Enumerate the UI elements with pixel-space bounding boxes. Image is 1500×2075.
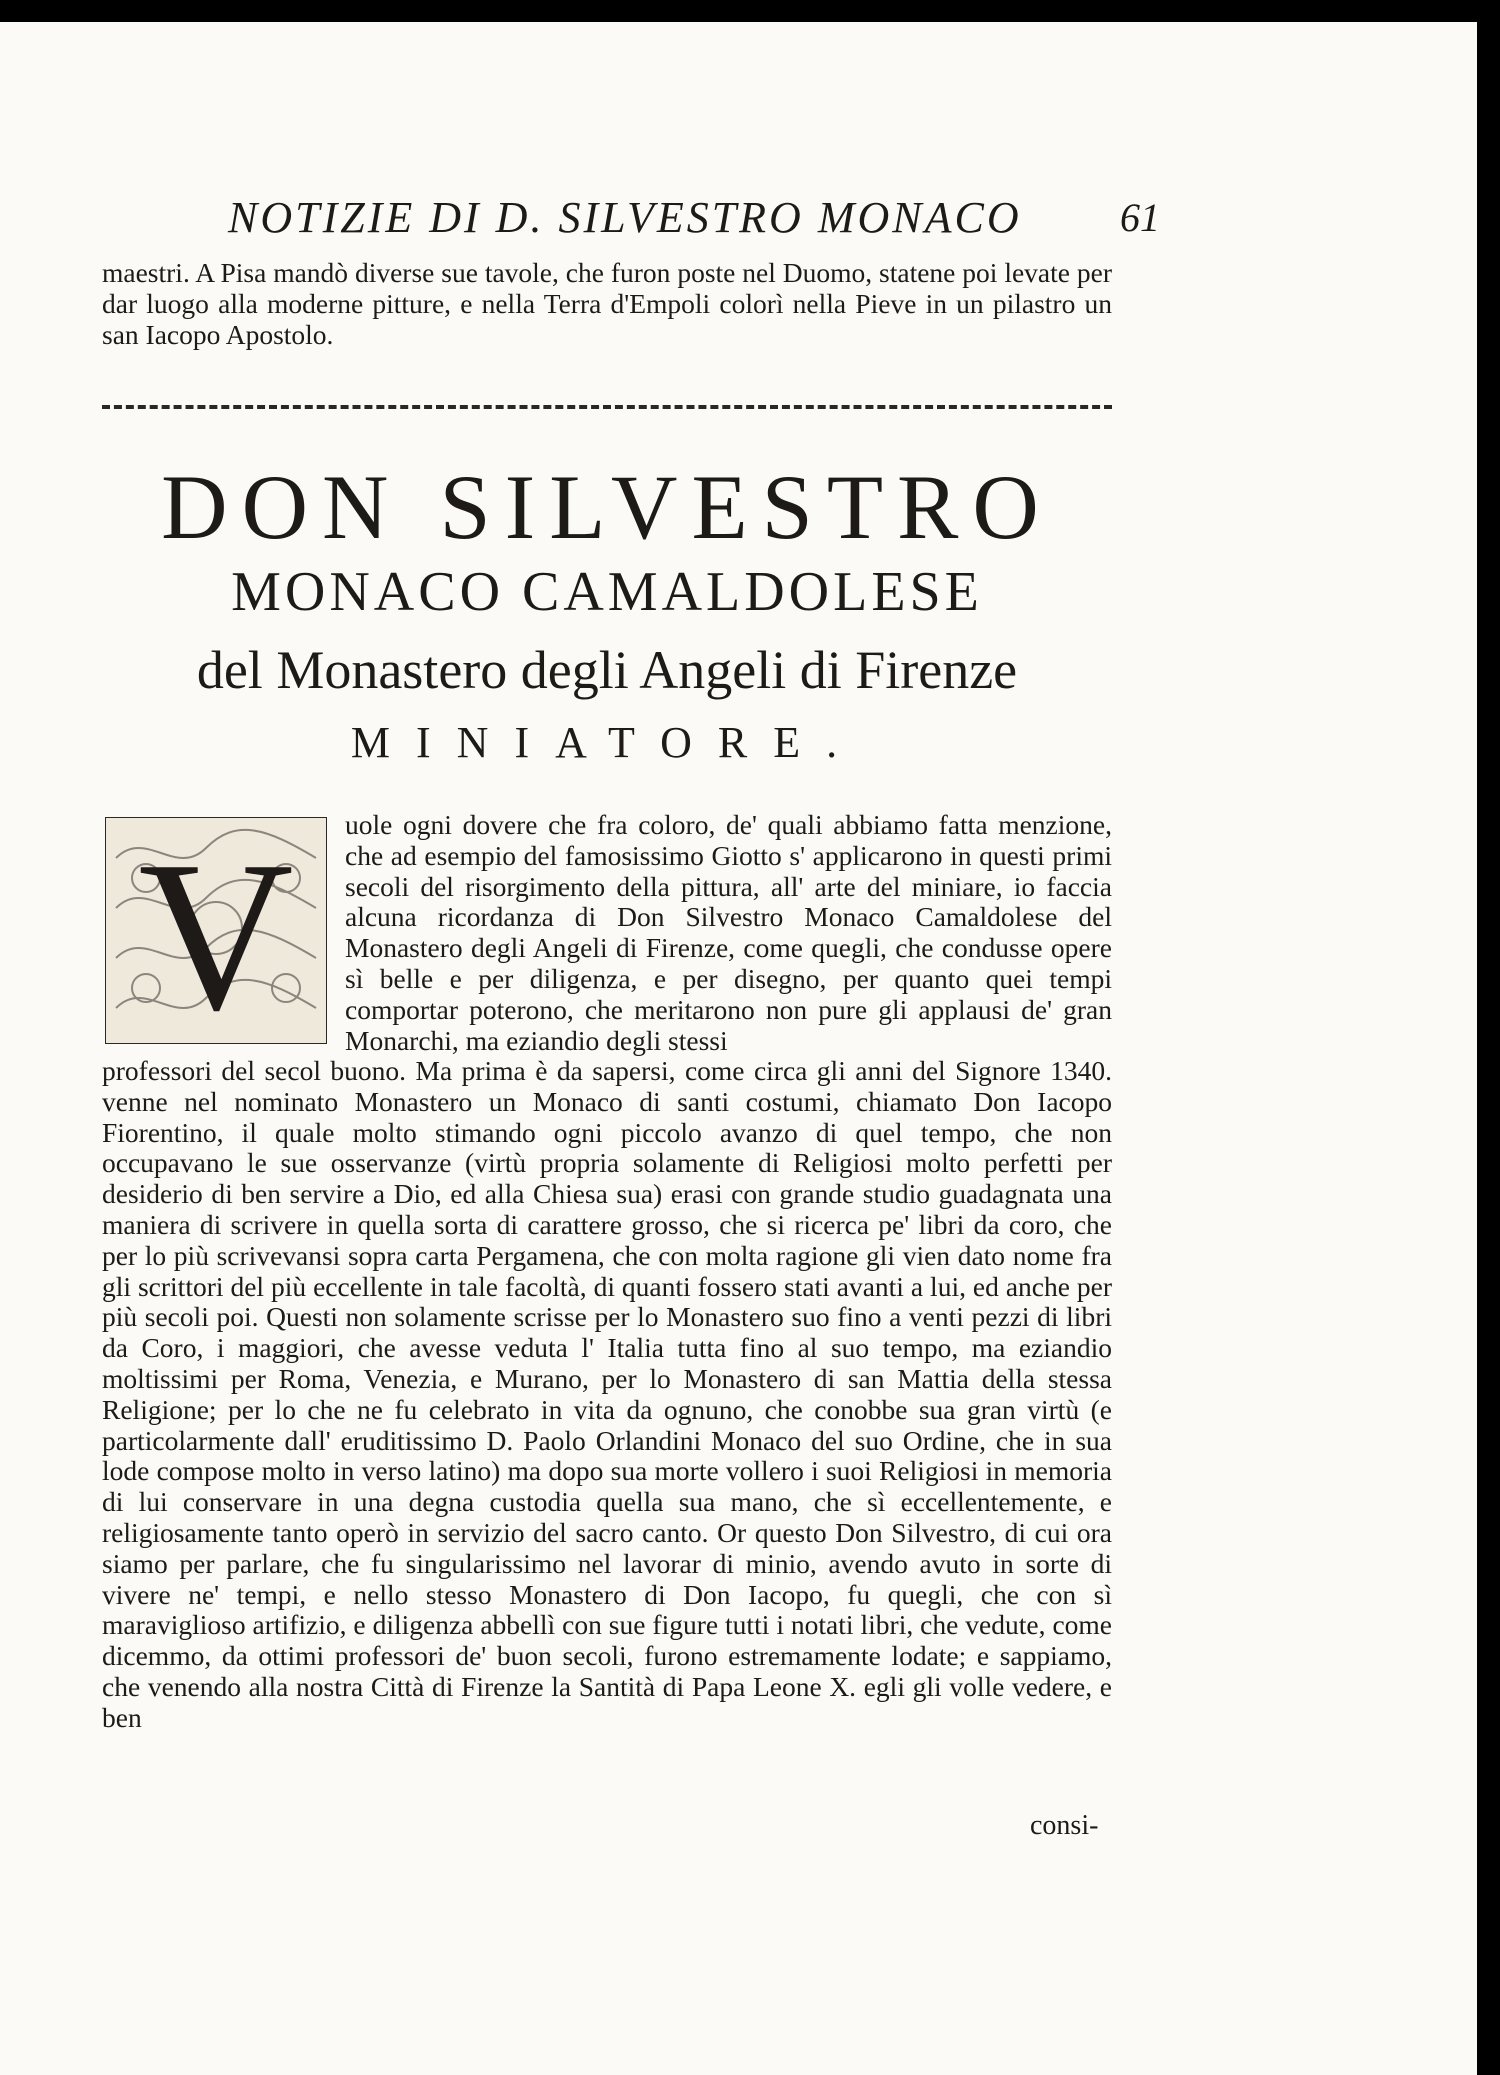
body-paragraph-opening: uole ogni dovere che fra coloro, de' quali abbiamo fatta menzione, che ad esempio del famosissimo Giotto s' applicarono in questi primi secoli del risorgimento della pittura, all' arte del miniare, io faccia alcuna ricordanza di Don Silvestro Monaco Camaldolese del Monastero degli Angeli di Firenze, come quegli, che condusse opere sì belle e per diligenza, e per disegno, per quanto quei tempi comportar poterono, che meritarono non pure gli applausi de' gran Monarchi, ma eziandio degli stessi: [345, 809, 1112, 1056]
title-profession: MINIATORE.: [350, 718, 864, 767]
title-monastery: del Monastero degli Angeli di Firenze: [196, 640, 1018, 700]
decorated-initial-letter: [105, 817, 327, 1044]
decorated-initial-image: [106, 818, 326, 1043]
title-order: MONACO CAMALDOLESE: [231, 561, 983, 623]
book-page: [0, 22, 1477, 2075]
body-paragraph: professori del secol buono. Ma prima è da sapersi, come circa gli anni del Signore 1340. venne nel nominato Monastero un Monaco di santi costumi, chiamato Don Iacopo Fiorentino, il quale molto stimando ogni piccolo avanzo di quel tempo, che non occupavano le sue osservanze (virtù propria solamente di Religiosi molto perfetti per desiderio di ben servire a Dio, ed alla Chiesa sua) erasi con grande studio guadagnata una maniera di scrivere in quella sorta di carattere grosso, che si ricerca pe' libri da coro, che per lo più scrivevansi sopra carta Pergamena, che con molta ragione gli vien dato nome fra gli scrittori del più eccellente in tale facoltà, di quanti fossero stati avanti a lui, ed anche per più secoli poi. Questi non solamente scrisse per lo Monastero suo fino a venti pezzi di libri da Coro, i maggiori, che avesse veduta l' Italia tutta fino al suo tempo, ma eziandio moltissimi per Roma, Venezia, e Murano, per lo Monastero di san Mattia della stessa Religione; per lo che ne fu celebrato in vita da ognuno, che conobbe sua gran virtù (e particolarmente dall' eruditissimo D. Paolo Orlandini Monaco del suo Ordine, che in sua lode compose molto in verso latino) ma dopo sua morte vollero i suoi Religiosi in memoria di lui conservare in una degna custodia quella sua mano, che sì eccellentemente, e religiosamente tanto operò in servizio del sacro canto. Or questo Don Silvestro, di cui ora siamo per parlare, che fu singularissimo nel lavorar di minio, avendo avuto in sorte di vivere ne' tempi, e nello stesso Monastero di Don Iacopo, fu quegli, che con sì maraviglioso artifizio, e diligenza abbellì con sue figure tutti i notati libri, che vedute, come dicemmo, da ottimi professori de' buon secoli, furono estremamente lodate; e sappiamo, che venendo alla nostra Città di Firenze la Santità di Papa Leone X. egli gli volle vedere, e ben: [102, 1055, 1112, 1733]
intro-paragraph: maestri. A Pisa mandò diverse sue tavole, che furon poste nel Duomo, statene poi levate per dar luogo alla moderne pitture, e nella Terra d'Empoli colorì nella Pieve in un pilastro un san Iacopo Apostolo.: [102, 257, 1112, 350]
section-divider: [102, 405, 1112, 409]
page-number: 61: [1120, 195, 1160, 240]
page-header: [220, 192, 1160, 242]
initial-letter-glyph: V: [138, 818, 294, 1043]
title-name: DON SILVESTRO: [161, 456, 1053, 558]
running-title: NOTIZIE DI D. SILVESTRO MONACO: [228, 193, 1022, 242]
catchword: consi-: [1030, 1810, 1099, 1841]
